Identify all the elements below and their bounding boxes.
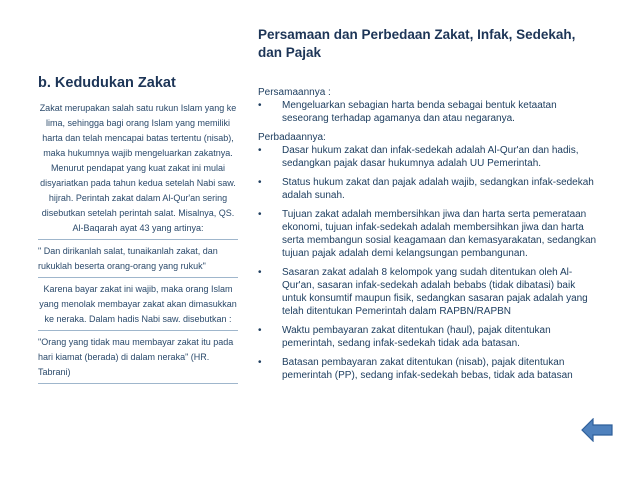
right-body	[258, 86, 598, 382]
bullet-icon: •	[258, 145, 262, 156]
list-item	[258, 356, 598, 382]
list-item-text: Mengeluarkan sebagian harta benda sebagai bentuk ketaatan seseorang terhadap agamanya dan atau negaranya.	[282, 100, 557, 124]
bullet-icon: •	[258, 325, 262, 336]
second-paragraph: Karena bayar zakat ini wajib, maka orang Islam yang menolak membayar zakat akan dimasukkan ke neraka. Dalam hadis Nabi saw. disebutkan :	[39, 284, 237, 324]
list-item-text: Dasar hukum zakat dan infak-sedekah adalah Al-Qur'an dan hadis, sedangkan pajak dasar hukumnya adalah UU Pemerintah.	[282, 145, 579, 169]
divider	[38, 330, 238, 331]
bullet-icon: •	[258, 209, 262, 220]
section-title: b. Kedudukan Zakat	[38, 75, 176, 91]
right-column	[258, 26, 598, 388]
list-item	[258, 324, 598, 350]
differences-list	[258, 144, 598, 382]
divider	[38, 239, 238, 240]
list-item	[258, 99, 598, 125]
similarities-list	[258, 99, 598, 125]
list-item	[258, 176, 598, 202]
quran-quote: " Dan dirikanlah salat, tunaikanlah zakat, dan rukuklah beserta orang-orang yang rukuk"	[38, 246, 218, 271]
list-item-text: Sasaran zakat adalah 8 kelompok yang sudah ditentukan oleh Al-Qur'an, sasaran infak-sedekah adalah bebabs (tidak dibatasi) baik untuk konsumtif maupun fisik, sedangkan sasaran pajak adalah yang telah ditentukan Pemerintah dalam RAPBN/RAPBN	[282, 267, 588, 317]
bullet-icon: •	[258, 100, 262, 111]
list-item	[258, 266, 598, 318]
bullet-icon: •	[258, 267, 262, 278]
divider	[38, 277, 238, 278]
list-item-text: Tujuan zakat adalah membersihkan jiwa dan harta serta pemerataan ekonomi, tujuan infak-sedekah adalah membersihkan jiwa dan harta serta membangun sosial keagamaan dan kemasyarakatan, sedangkan tujuan pajak adalah demi kelangsungan pembangunan.	[282, 209, 597, 259]
left-arrow-icon	[581, 418, 613, 442]
differences-label: Perbadaannya:	[258, 132, 326, 143]
list-item-text: Batasan pembayaran zakat ditentukan (nisab), pajak ditentukan pemerintah (PP), sedang infak-sedekah bebas, tidak ada batasan	[282, 357, 573, 381]
similarities-label: Persamaannya :	[258, 87, 331, 98]
left-column	[38, 75, 238, 388]
list-item-text: Waktu pembayaran zakat ditentukan (haul), pajak ditentukan pemerintah, sedang infak-sedekah tidak ada batasan.	[282, 325, 551, 349]
slide-title: Persamaan dan Perbedaan Zakat, Infak, Sedekah, dan Pajak	[258, 27, 576, 60]
list-item	[258, 208, 598, 260]
back-button[interactable]	[581, 418, 613, 442]
left-body	[38, 101, 238, 384]
bullet-icon: •	[258, 357, 262, 368]
list-item	[258, 144, 598, 170]
intro-paragraph: Zakat merupakan salah satu rukun Islam yang ke lima, sehingga bagi orang Islam yang memiliki harta dan telah mencapai batas tertentu (nisab), maka hukumnya wajib mengeluarkan zakatnya. Menurut pendapat yang kuat zakat ini mulai disyariatkan pada tahun kedua setelah Nabi saw. hijrah. Perintah zakat dalam Al-Qur'an sering disebutkan setelah perintah salat. Misalnya, QS. Al-Baqarah ayat 43 yang artinya:	[39, 103, 237, 233]
list-item-text: Status hukum zakat dan pajak adalah wajib, sedangkan infak-sedekah adalah sunah.	[282, 177, 594, 201]
bullet-icon: •	[258, 177, 262, 188]
hadith-quote: "Orang yang tidak mau membayar zakat itu pada hari kiamat (berada) di dalam neraka" (HR. Tabrani)	[38, 337, 234, 377]
divider	[38, 383, 238, 384]
